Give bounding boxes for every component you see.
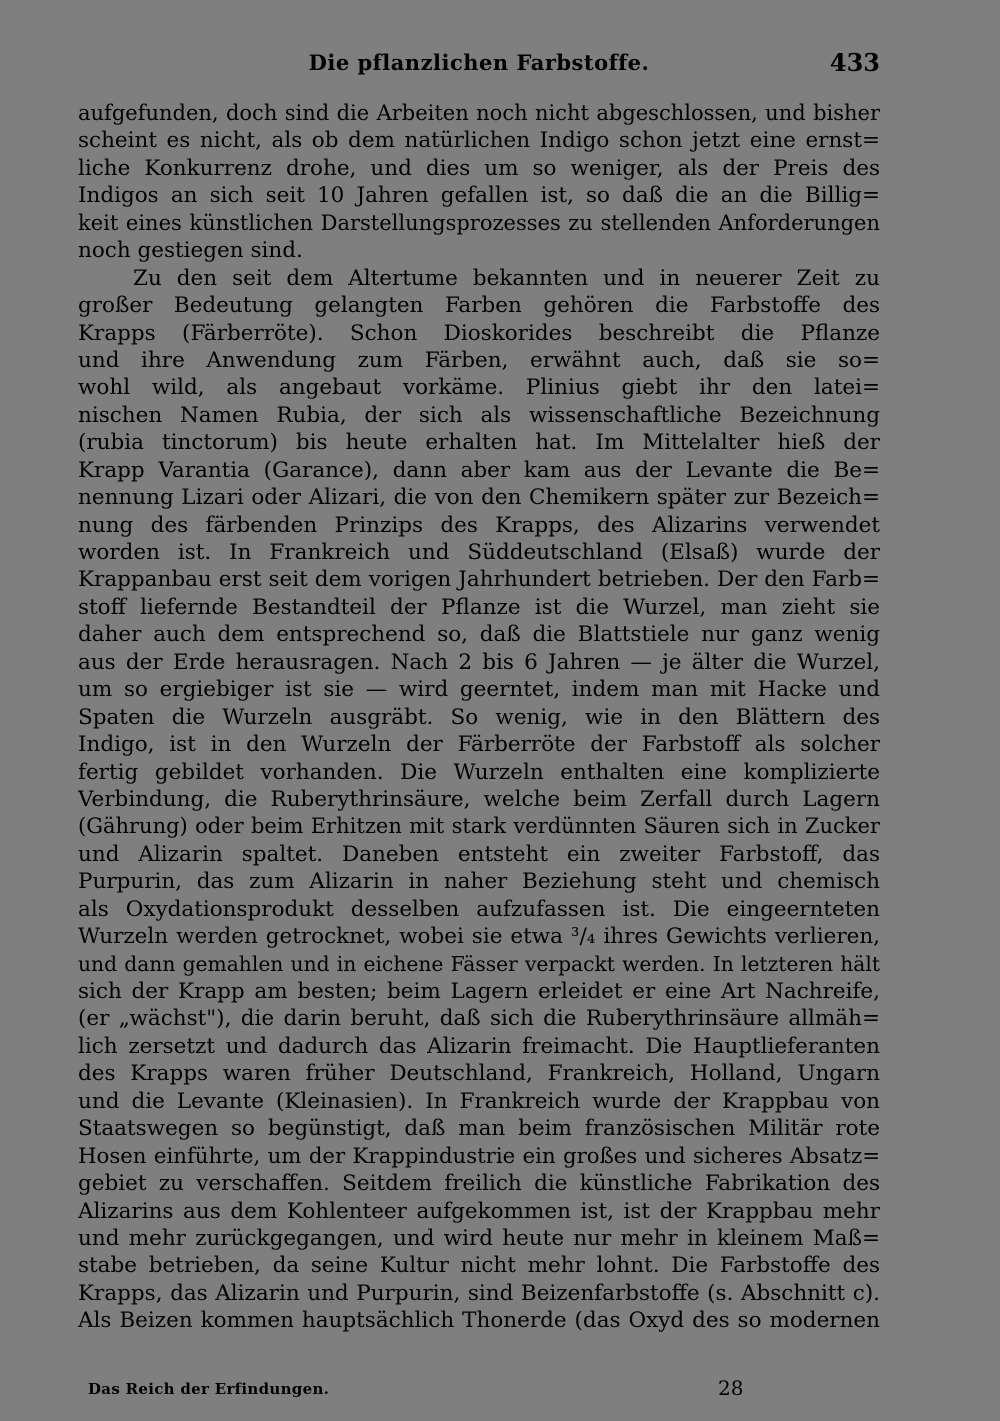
text-line: als Oxydationsprodukt desselben aufzufassen ist. Die eingeernteten [78,896,880,922]
text-line: worden ist. In Frankreich und Süddeutschland (Elsaß) wurde der [78,540,880,565]
text-line: liche Konkurrenz drohe, und dies um so weniger, als der Preis des [78,155,880,181]
text-line: fertig gebildet vorhanden. Die Wurzeln enthalten eine komplizierte [78,759,880,785]
text-line: und Alizarin spaltet. Daneben entsteht ein zweiter Farbstoff, das [78,841,880,867]
text-line: Zu den seit dem Altertume bekannten und in neuerer Zeit zu [133,265,880,291]
text-line: nischen Namen Rubia, der sich als wissenschaftliche Bezeichnung [78,402,880,428]
text-line: Krapps, das Alizarin und Purpurin, sind Beizenfarbstoffe (s. Abschnitt c). [78,1280,880,1306]
text-line: und mehr zurückgegangen, und wird heute nur mehr in kleinem Maß= [78,1225,880,1251]
text-line: Verbindung, die Ruberythrinsäure, welche beim Zerfall durch Lagern [78,786,880,812]
text-line: Krappanbau erst seit dem vorigen Jahrhundert betrieben. Der den Farb= [78,567,880,593]
footer-book-title: Das Reich der Erfindungen. [88,1380,330,1398]
page-header [78,44,880,84]
text-line: Krapps (Färberröte). Schon Dioskorides beschreibt die Pflanze [78,320,880,346]
text-line: nung des färbenden Prinzips des Krapps, des Alizarins verwendet [78,512,880,538]
text-line: sich der Krapp am besten; beim Lagern erleidet er eine Art Nachreife, [78,979,880,1004]
running-title: Die pflanzlichen Farbstoffe. [308,50,650,75]
text-line: und dann gemahlen und in eichene Fässer verpackt werden. In letzteren hält [78,951,880,976]
body-text [78,100,880,1335]
text-line: stoff liefernde Bestandteil der Pflanze ist die Wurzel, man zieht sie [78,594,880,620]
text-line: Krapp Varantia (Garance), dann aber kam aus der Levante die Be= [78,457,880,483]
text-line: und ihre Anwendung zum Färben, erwähnt auch, daß sie so= [78,347,880,373]
text-line: (Gährung) oder beim Erhitzen mit stark verdünnten Säuren sich in Zucker [78,814,880,839]
text-line: Purpurin, das zum Alizarin in naher Beziehung steht und chemisch [78,869,880,895]
text-line: Wurzeln werden getrocknet, wobei sie etwa ³/₄ ihres Gewichts verlieren, [78,924,880,950]
text-line: scheint es nicht, als ob dem natürlichen Indigo schon jetzt eine ernst= [78,128,880,154]
text-line: (rubia tinctorum) bis heute erhalten hat. Im Mittelalter hieß der [78,430,880,456]
text-line: großer Bedeutung gelangten Farben gehören die Farbstoffe des [78,293,880,319]
text-line: keit eines künstlichen Darstellungsprozesses zu stellenden Anforderungen [78,210,880,235]
text-line: gebiet zu verschaffen. Seitdem freilich die künstliche Fabrikation des [78,1171,880,1197]
text-line: (er „wächst"), die darin beruht, daß sich die Ruberythrinsäure allmäh= [78,1006,880,1032]
text-line: Indigo, ist in den Wurzeln der Färberröte der Farbstoff als solcher [78,732,880,758]
text-line: aufgefunden, doch sind die Arbeiten noch nicht abgeschlossen, und bisher [78,101,880,125]
text-line: wohl wild, als angebaut vorkäme. Plinius giebt ihr den latei= [78,375,880,401]
text-line: nennung Lizari oder Alizari, die von den Chemikern später zur Bezeich= [78,485,880,511]
text-line: und die Levante (Kleinasien). In Frankreich wurde der Krappbau von [78,1088,880,1114]
text-line: stabe betrieben, da seine Kultur nicht mehr lohnt. Die Farbstoffe des [78,1253,880,1279]
text-line: Staatswegen so begünstigt, daß man beim französischen Militär rote [78,1116,880,1142]
text-line: lich zersetzt und dadurch das Alizarin freimacht. Die Hauptlieferanten [78,1033,880,1059]
text-line: Als Beizen kommen hauptsächlich Thonerde (das Oxyd des so modernen [78,1308,880,1334]
text-line: um so ergiebiger ist sie — wird geerntet, indem man mit Hacke und [78,677,880,703]
text-line: Alizarins aus dem Kohlenteer aufgekommen ist, ist der Krappbau mehr [78,1198,880,1224]
text-line: noch gestiegen sind. [78,238,303,264]
text-line: Spaten die Wurzeln ausgräbt. So wenig, wie in den Blättern des [78,704,880,730]
text-line: Hosen einführte, um der Krappindustrie ein großes und sicheres Absatz= [78,1143,880,1169]
text-line: daher auch dem entsprechend so, daß die Blattstiele nur ganz wenig [78,622,880,648]
text-line: Indigos an sich seit 10 Jahren gefallen ist, so daß die an die Billig= [78,183,880,209]
text-line: des Krapps waren früher Deutschland, Frankreich, Holland, Ungarn [78,1061,880,1087]
page-number: 433 [829,48,880,77]
text-line: aus der Erde herausragen. Nach 2 bis 6 Jahren — je älter die Wurzel, [78,649,880,675]
footer-signature: 28 [718,1376,744,1400]
